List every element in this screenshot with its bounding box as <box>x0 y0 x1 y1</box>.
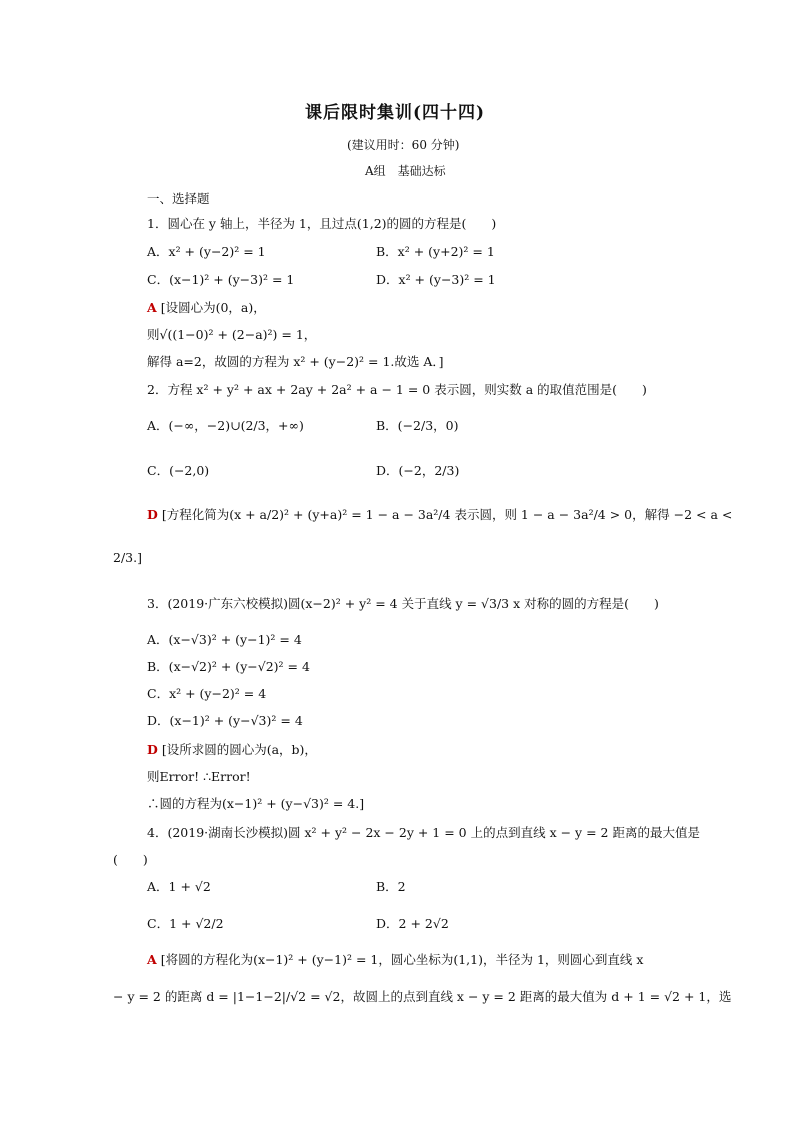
time-hint: (建议用时：60 分钟) <box>347 138 460 152</box>
q3-option-c: C．x² + (y−2)² = 4 <box>147 686 267 701</box>
q1-stem: 1．圆心在 y 轴上，半径为 1，且过点(1,2)的圆的方程是( ) <box>147 216 497 231</box>
q3-solution-line1 <box>147 740 317 758</box>
q4-answer: A <box>147 952 157 967</box>
q4-stem-line2: ( ) <box>113 852 148 867</box>
q1-option-a: A．x² + (y−2)² = 1 <box>147 244 266 259</box>
group-heading: A组 基础达标 <box>365 164 446 178</box>
q2-solution-line1 <box>147 505 732 523</box>
q3-option-b: B．(x−√2)² + (y−√2)² = 4 <box>147 659 310 674</box>
q3-option-a: A．(x−√3)² + (y−1)² = 4 <box>147 632 302 647</box>
q4-stem-line1: 4．(2019·湖南长沙模拟)圆 x² + y² − 2x − 2y + 1 = 0 上的点到直线 x − y = 2 距离的最大值是 <box>147 825 700 840</box>
q4-option-c: C．1 + √2/2 <box>147 916 224 931</box>
q1-solution-text1: [设圆心为(0，a)， <box>160 300 266 315</box>
q4-option-b: B．2 <box>376 879 406 894</box>
q1-answer: A <box>147 300 157 315</box>
page-title: 课后限时集训(四十四) <box>305 103 486 123</box>
q3-solution-text1: [设所求圆的圆心为(a，b)， <box>161 742 317 757</box>
q2-stem: 2．方程 x² + y² + ax + 2ay + 2a² + a − 1 = 0 表示圆，则实数 a 的取值范围是( ) <box>147 382 647 397</box>
section-heading: 一、选择题 <box>147 191 210 206</box>
q4-solution-text1: [将圆的方程化为(x−1)² + (y−1)² = 1，圆心坐标为(1,1)，半径为 1，则圆心到直线 x <box>160 952 644 967</box>
q3-solution-line2: 则Error! ∴Error! <box>147 769 251 784</box>
q2-solution-text1: [方程化简为(x + a/2)² + (y+a)² = 1 − a − 3a²/4 表示圆，则 1 − a − 3a²/4 > 0，解得 −2 < a < <box>161 507 733 522</box>
q2-option-a: A．(−∞，−2)∪(2/3，+∞) <box>147 418 304 433</box>
q4-solution-line1 <box>147 950 643 968</box>
q1-option-c: C．(x−1)² + (y−3)² = 1 <box>147 272 295 287</box>
q4-solution-line2: − y = 2 的距离 d = |1−1−2|/√2 = √2，故圆上的点到直线 x − y = 2 距离的最大值为 d + 1 = √2 + 1，选 <box>113 989 732 1004</box>
q2-option-d: D．(−2，2/3) <box>376 463 460 478</box>
q3-stem: 3．(2019·广东六校模拟)圆(x−2)² + y² = 4 关于直线 y = √3/3 x 对称的圆的方程是( ) <box>147 596 659 611</box>
q1-solution-line1 <box>147 298 266 316</box>
q2-answer: D <box>147 507 158 522</box>
q1-option-d: D．x² + (y−3)² = 1 <box>376 272 496 287</box>
q3-option-d: D．(x−1)² + (y−√3)² = 4 <box>147 713 303 728</box>
q2-option-b: B．(−2/3，0) <box>376 418 459 433</box>
q4-option-d: D．2 + 2√2 <box>376 916 449 931</box>
q3-solution-line3: ∴圆的方程为(x−1)² + (y−√3)² = 4.] <box>147 796 365 811</box>
q1-solution-line2: 则√((1−0)² + (2−a)²) = 1， <box>147 327 317 342</box>
q1-solution-line3: 解得 a=2，故圆的方程为 x² + (y−2)² = 1.故选 A．] <box>147 354 444 369</box>
q2-solution-line2: 2/3.] <box>113 550 142 565</box>
q4-option-a: A．1 + √2 <box>147 879 211 894</box>
q2-option-c: C．(−2,0) <box>147 463 210 478</box>
q3-answer: D <box>147 742 158 757</box>
q1-option-b: B．x² + (y+2)² = 1 <box>376 244 495 259</box>
